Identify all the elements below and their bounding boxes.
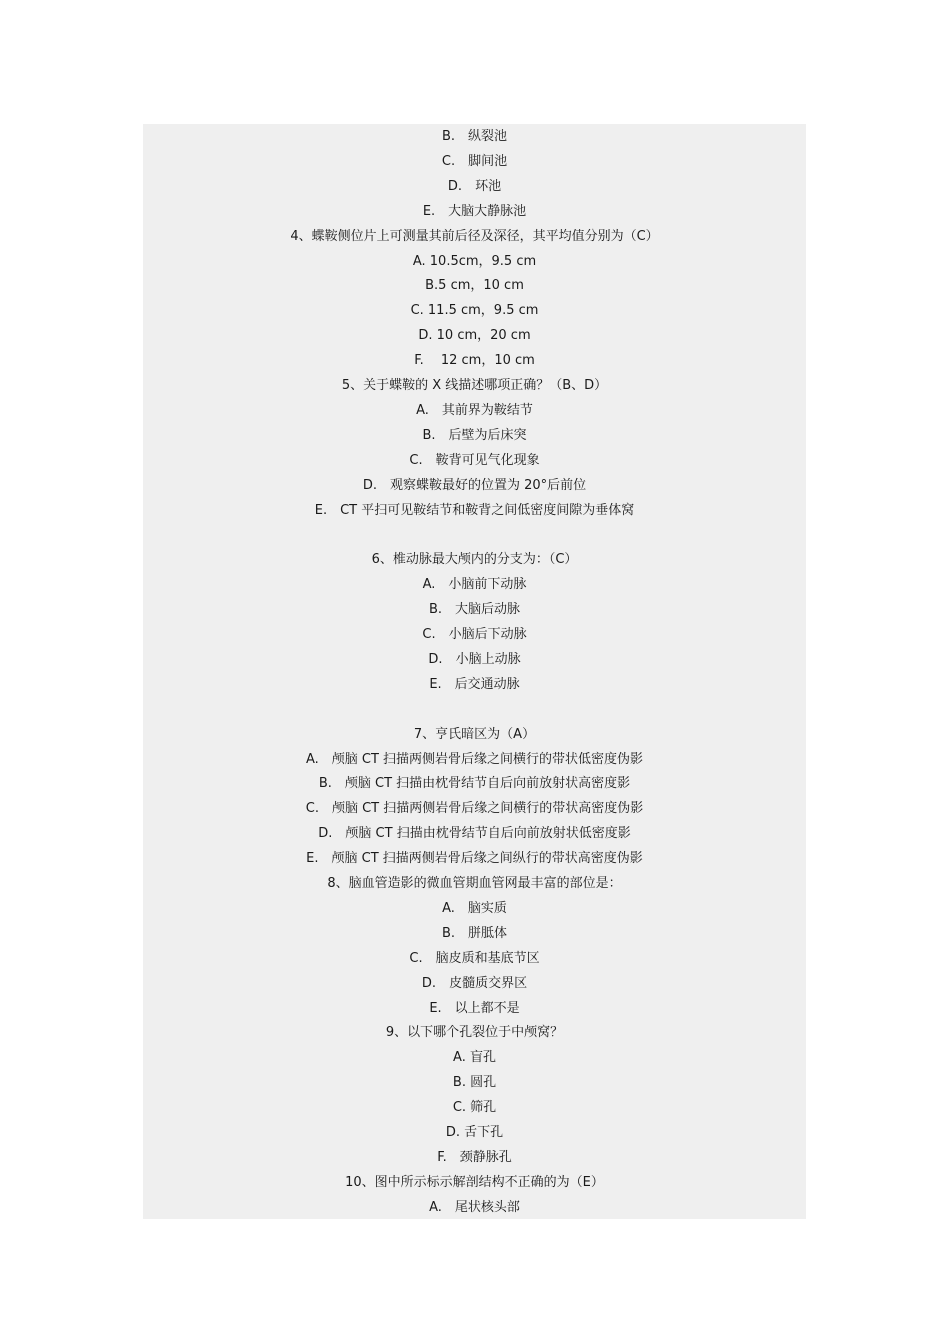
text-line: C. 脑皮质和基底节区: [409, 950, 540, 966]
text-line: F. 颈静脉孔: [437, 1149, 512, 1165]
text-line: E. 以上都不是: [429, 1000, 520, 1016]
text-line: E. 颅脑 CT 扫描两侧岩骨后缘之间纵行的带状高密度伪影: [306, 851, 643, 867]
text-line: C. 脚间池: [441, 153, 508, 169]
text-line: A. 小脑前下动脉: [422, 577, 527, 593]
text-line: 6、椎动脉最大颅内的分支为：（C）: [371, 552, 578, 568]
text-line: C. 鞍背可见气化现象: [409, 452, 540, 468]
text-line: D. 环池: [447, 178, 502, 194]
text-line: E. 大脑大静脉池: [422, 203, 527, 219]
text-line: E. CT 平扫可见鞍结节和鞍背之间低密度间隙为垂体窝: [314, 502, 635, 518]
text-line: D. 舌下孔: [445, 1125, 504, 1140]
text-line: D. 皮髓质交界区: [421, 975, 528, 991]
text-line: B. 圆孔: [452, 1075, 497, 1091]
text-line: D. 颅脑 CT 扫描由枕骨结节自后向前放射状低密度影: [318, 826, 631, 842]
text-line: C. 11.5 cm，9.5 cm: [410, 303, 539, 319]
text-line: B. 后壁为后床突: [422, 427, 527, 443]
text-line: 7、亨氏暗区为（A）: [413, 726, 536, 742]
text-line: B. 纵裂池: [441, 129, 508, 144]
text-line: C. 小脑后下动脉: [422, 627, 527, 642]
text-line: [143, 522, 806, 547]
text-line: A. 10.5cm，9.5 cm: [412, 253, 537, 269]
text-line: A. 盲孔: [453, 1050, 496, 1066]
text-line: B. 颅脑 CT 扫描由枕骨结节自后向前放射状高密度影: [318, 776, 631, 792]
text-line: E. 后交通动脉: [429, 676, 520, 692]
text-line: A. 尾状核头部: [429, 1199, 520, 1215]
text-line: B. 大脑后动脉: [428, 602, 521, 618]
text-line: 4、蝶鞍侧位片上可测量其前后径及深径，其平均值分别为（C）: [290, 228, 659, 244]
text-line: B. 胼胝体: [441, 925, 508, 941]
text-line: D. 小脑上动脉: [428, 651, 521, 667]
text-line: D. 10 cm，20 cm: [418, 328, 531, 344]
text-line: C. 筛孔: [452, 1100, 497, 1116]
text-line: 9、以下哪个孔裂位于中颅窝？: [385, 1025, 564, 1041]
text-line: A. 其前界为鞍结节: [416, 402, 533, 418]
text-line: F. 12 cm，10 cm: [414, 353, 535, 369]
text-line: 5、关于蝶鞍的 X 线描述哪项正确？（B、D）: [341, 378, 608, 393]
text-line: D. 观察蝶鞍最好的位置为 20°后前位: [362, 477, 587, 493]
text-line: A. 脑实质: [442, 900, 507, 916]
text-line: 8、脑血管造影的微血管期血管网最丰富的部位是：: [327, 876, 622, 891]
text-line: A. 颅脑 CT 扫描两侧岩骨后缘之间横行的带状低密度伪影: [305, 751, 644, 767]
text-line: [143, 697, 806, 722]
text-line: 10、图中所示标示解剖结构不正确的为（E）: [345, 1174, 604, 1190]
text-line: B.5 cm，10 cm: [425, 278, 524, 294]
text-line: C. 颅脑 CT 扫描两侧岩骨后缘之间横行的带状高密度伪影: [305, 801, 644, 817]
